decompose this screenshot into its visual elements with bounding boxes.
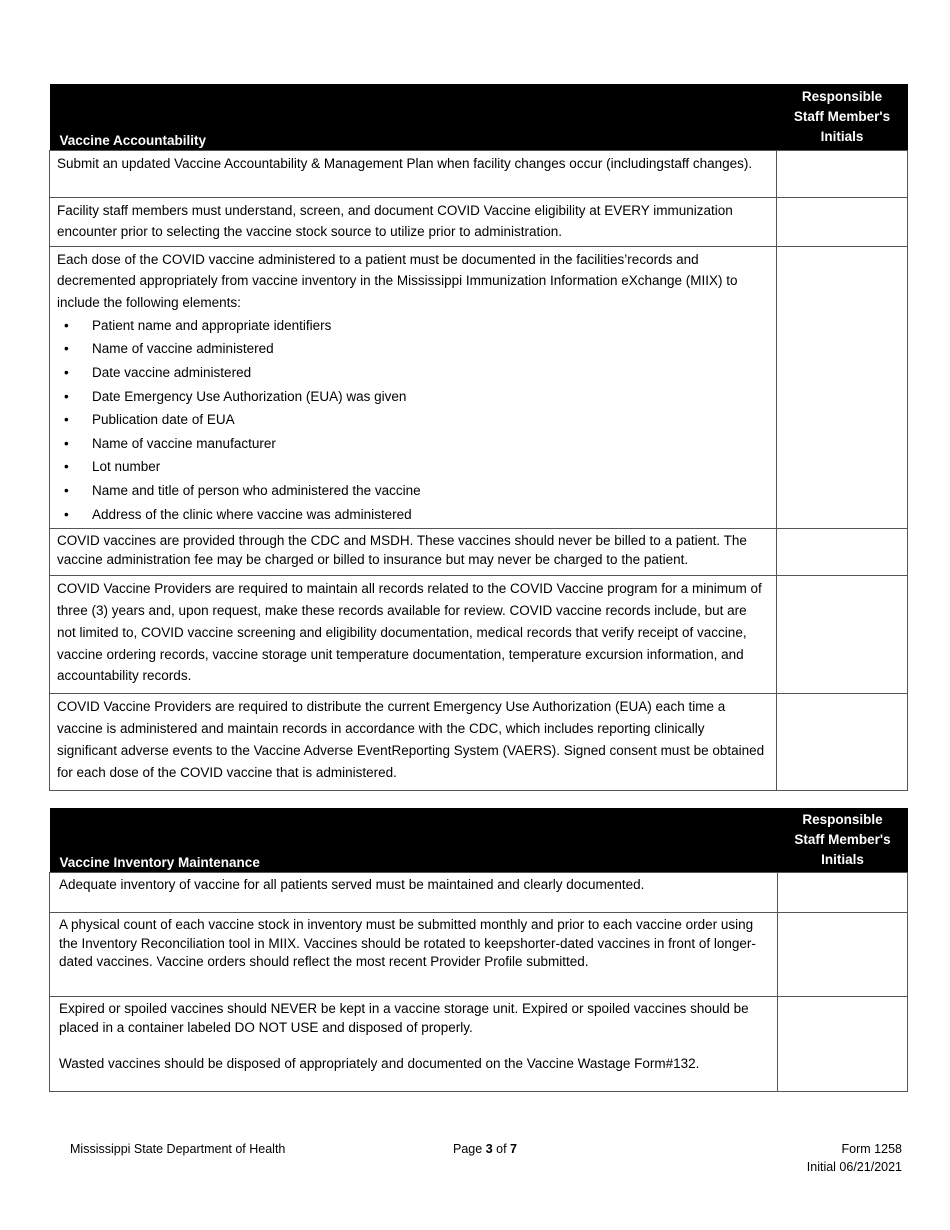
initials-cell[interactable]: [778, 997, 908, 1092]
bullet-icon: •: [64, 435, 69, 451]
accountability-header-initials: Responsible Staff Member's Initials: [777, 84, 908, 150]
bullet-icon: •: [64, 317, 69, 333]
accountability-row-documentation: [50, 246, 777, 529]
list-item: • Lot number: [57, 455, 768, 479]
initials-cell[interactable]: [777, 197, 908, 246]
expired-vaccines-text: Expired or spoiled vaccines should NEVER be kept in a vaccine storage unit. Expired or spoiled vaccines should be placed in a container labeled DO NOT USE and disposed of properly.: [59, 1001, 749, 1035]
vaccine-inventory-table: [49, 808, 908, 1092]
documentation-intro: Each dose of the COVID vaccine administered to a patient must be documented in the facilities’records and decremented appropriately from vaccine inventory in the Mississippi Immunization Information eXchange (MIIX) to include the following elements:: [57, 251, 738, 311]
inventory-row-text: Adequate inventory of vaccine for all patients served must be maintained and clearly documented.: [50, 873, 778, 913]
footer-form-info: [807, 1140, 902, 1176]
footer-page-number: Page 3 of 7: [453, 1142, 517, 1156]
inventory-header-initials: Responsible Staff Member's Initials: [778, 808, 908, 873]
vaccine-accountability-table: [49, 84, 908, 791]
bullet-icon: •: [64, 365, 69, 381]
list-item: • Date Emergency Use Authorization (EUA) was given: [57, 385, 768, 409]
accountability-row-text: COVID Vaccine Providers are required to maintain all records related to the COVID Vaccine program for a minimum of three (3) years and, upon request, make these records available for review. COVID vaccine records include, but are not limited to, COVID vaccine screening and eligibility documentation, medical records that verify receipt of vaccine, vaccine ordering records, vaccine storage unit temperature documentation, temperature excursion information, and accountability records.: [50, 576, 777, 694]
form-number: Form 1258: [841, 1142, 902, 1156]
bullet-icon: •: [64, 459, 69, 475]
bullet-icon: •: [64, 388, 69, 404]
list-item: • Name and title of person who administered the vaccine: [57, 479, 768, 503]
bullet-icon: •: [64, 506, 69, 522]
form-date: Initial 06/21/2021: [806, 1160, 902, 1174]
inventory-row-text: A physical count of each vaccine stock in inventory must be submitted monthly and prior to each vaccine order using the Inventory Reconciliation tool in MIIX. Vaccines should be rotated to keepshorter-dated vaccines in front of longer-dated vaccines. Vaccine orders should reflect the most recent Provider Profile submitted.: [50, 913, 778, 997]
initials-cell[interactable]: [777, 150, 908, 197]
initials-cell[interactable]: [778, 913, 908, 997]
accountability-row-text: COVID vaccines are provided through the CDC and MSDH. These vaccines should never be billed to a patient. The vaccine administration fee may be charged or billed to insurance but may never be charged to the patient.: [50, 529, 777, 576]
initials-cell[interactable]: [777, 694, 908, 791]
accountability-row-text: COVID Vaccine Providers are required to distribute the current Emergency Use Authorization (EUA) each time a vaccine is administered and maintain records in accordance with the CDC, which includes reporting clinically significant adverse events to the Vaccine Adverse EventReporting System (VAERS). Signed consent must be obtained for each dose of the COVID vaccine that is administered.: [50, 694, 777, 791]
bullet-icon: •: [64, 412, 69, 428]
list-item: • Name of vaccine manufacturer: [57, 432, 768, 456]
accountability-header-title: Vaccine Accountability: [50, 84, 777, 150]
accountability-row-text: Submit an updated Vaccine Accountability & Management Plan when facility changes occur (includingstaff changes).: [50, 150, 777, 197]
list-item: • Address of the clinic where vaccine was administered: [57, 503, 768, 527]
bullet-icon: •: [64, 341, 69, 357]
accountability-row-text: Facility staff members must understand, screen, and document COVID Vaccine eligibility at EVERY immunization encounter prior to selecting the vaccine stock source to utilize prior to administration.: [50, 197, 777, 246]
initials-cell[interactable]: [778, 873, 908, 913]
list-item: • Name of vaccine administered: [57, 337, 768, 361]
list-item: • Patient name and appropriate identifiers: [57, 314, 768, 338]
inventory-row-disposal: [50, 997, 778, 1092]
initials-cell[interactable]: [777, 529, 908, 576]
initials-cell[interactable]: [777, 246, 908, 529]
wasted-vaccines-text: Wasted vaccines should be disposed of appropriately and documented on the Vaccine Wastage Form#132.: [59, 1056, 700, 1072]
initials-cell[interactable]: [777, 576, 908, 694]
list-item: • Date vaccine administered: [57, 361, 768, 385]
footer-organization: Mississippi State Department of Health: [70, 1142, 286, 1156]
inventory-header-title: Vaccine Inventory Maintenance: [50, 808, 778, 873]
bullet-icon: •: [64, 483, 69, 499]
list-item: • Publication date of EUA: [57, 408, 768, 432]
required-elements-list: [57, 314, 768, 526]
